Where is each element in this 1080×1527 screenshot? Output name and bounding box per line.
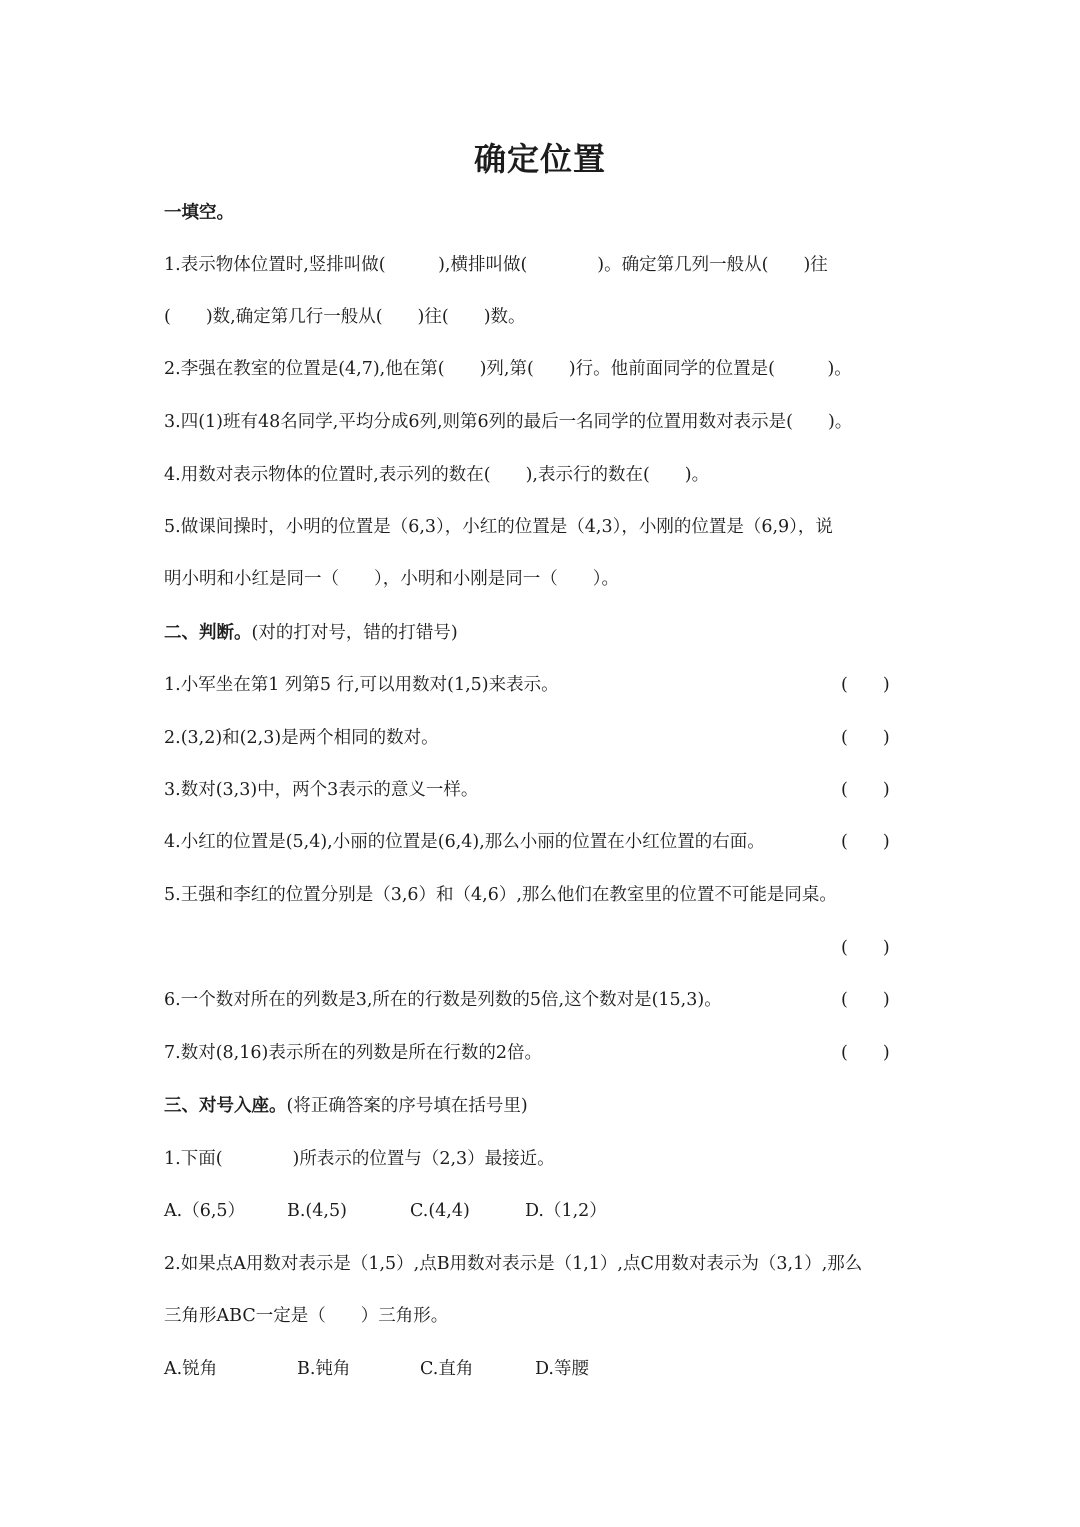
section1-line-2: ( )数,确定第几行一般从( )往( )数。 (164, 307, 526, 327)
q2-option-c[interactable]: C.直角 (420, 1359, 474, 1379)
judge-item-7: 7.数对(8,16)表示所在的列数是所在行数的2倍。 (164, 1043, 542, 1063)
judge-item-1: 1.小军坐在第1 列第5 行,可以用数对(1,5)来表示。 (164, 675, 559, 695)
q1-option-b[interactable]: B.(4,5) (287, 1201, 347, 1221)
choice-question-1: 1.下面( )所表示的位置与（2,3）最接近。 (164, 1149, 555, 1169)
q1-option-c[interactable]: C.(4,4) (410, 1201, 470, 1221)
page-title: 确定位置 (473, 140, 606, 178)
q1-option-a[interactable]: A.（6,5） (164, 1201, 246, 1221)
section2-note: (对的打对号，错的打错号) (251, 623, 458, 643)
section1-line-1: 1.表示物体位置时,竖排叫做( ),横排叫做( )。确定第几列一般从( )往 (164, 255, 828, 275)
q2-option-d[interactable]: D.等腰 (535, 1359, 589, 1379)
section1-line-6: 5.做课间操时，小明的位置是（6,3），小红的位置是（4,3），小刚的位置是（6,9），说 (164, 517, 833, 537)
judge-item-3: 3.数对(3,3)中，两个3表示的意义一样。 (164, 780, 479, 800)
q2-option-a[interactable]: A.锐角 (164, 1359, 218, 1379)
section3-heading: 三、对号入座。 (164, 1096, 287, 1116)
judge-answer-4[interactable]: ( ) (841, 832, 890, 852)
judge-answer-2[interactable]: ( ) (841, 728, 890, 748)
section1-line-4: 3.四(1)班有48名同学,平均分成6列,则第6列的最后一名同学的位置用数对表示是( )。 (164, 412, 853, 432)
section1-heading: 一填空。 (164, 203, 234, 223)
q1-option-d[interactable]: D.（1,2） (525, 1201, 607, 1221)
section1-line-7: 明小明和小红是同一（ ），小明和小刚是同一（ ）。 (164, 569, 619, 589)
section3-heading-row (164, 1093, 528, 1119)
section3-note: (将正确答案的序号填在括号里) (286, 1096, 528, 1116)
judge-answer-7[interactable]: ( ) (841, 1043, 890, 1063)
judge-item-6: 6.一个数对所在的列数是3,所在的行数是列数的5倍,这个数对是(15,3)。 (164, 990, 722, 1010)
judge-answer-5[interactable]: ( ) (841, 938, 890, 958)
section1-line-5: 4.用数对表示物体的位置时,表示列的数在( ),表示行的数在( )。 (164, 465, 710, 485)
judge-answer-3[interactable]: ( ) (841, 780, 890, 800)
choice-question-2-line-1: 2.如果点A用数对表示是（1,5）,点B用数对表示是（1,1）,点C用数对表示为（3,1）,那么 (164, 1254, 863, 1274)
section1-line-3: 2.李强在教室的位置是(4,7),他在第( )列,第( )行。他前面同学的位置是( )。 (164, 359, 852, 379)
judge-answer-1[interactable]: ( ) (841, 675, 890, 695)
judge-item-5: 5.王强和李红的位置分别是（3,6）和（4,6）,那么他们在教室里的位置不可能是同桌。 (164, 885, 837, 905)
q2-option-b[interactable]: B.钝角 (297, 1359, 351, 1379)
section2-heading: 二、判断。 (164, 623, 252, 643)
judge-item-2: 2.(3,2)和(2,3)是两个相同的数对。 (164, 728, 439, 748)
section2-heading-row (164, 620, 458, 646)
judge-answer-6[interactable]: ( ) (841, 990, 890, 1010)
choice-question-2-line-2: 三角形ABC一定是（ ）三角形。 (164, 1306, 449, 1326)
judge-item-4: 4.小红的位置是(5,4),小丽的位置是(6,4),那么小丽的位置在小红位置的右面。 (164, 832, 765, 852)
